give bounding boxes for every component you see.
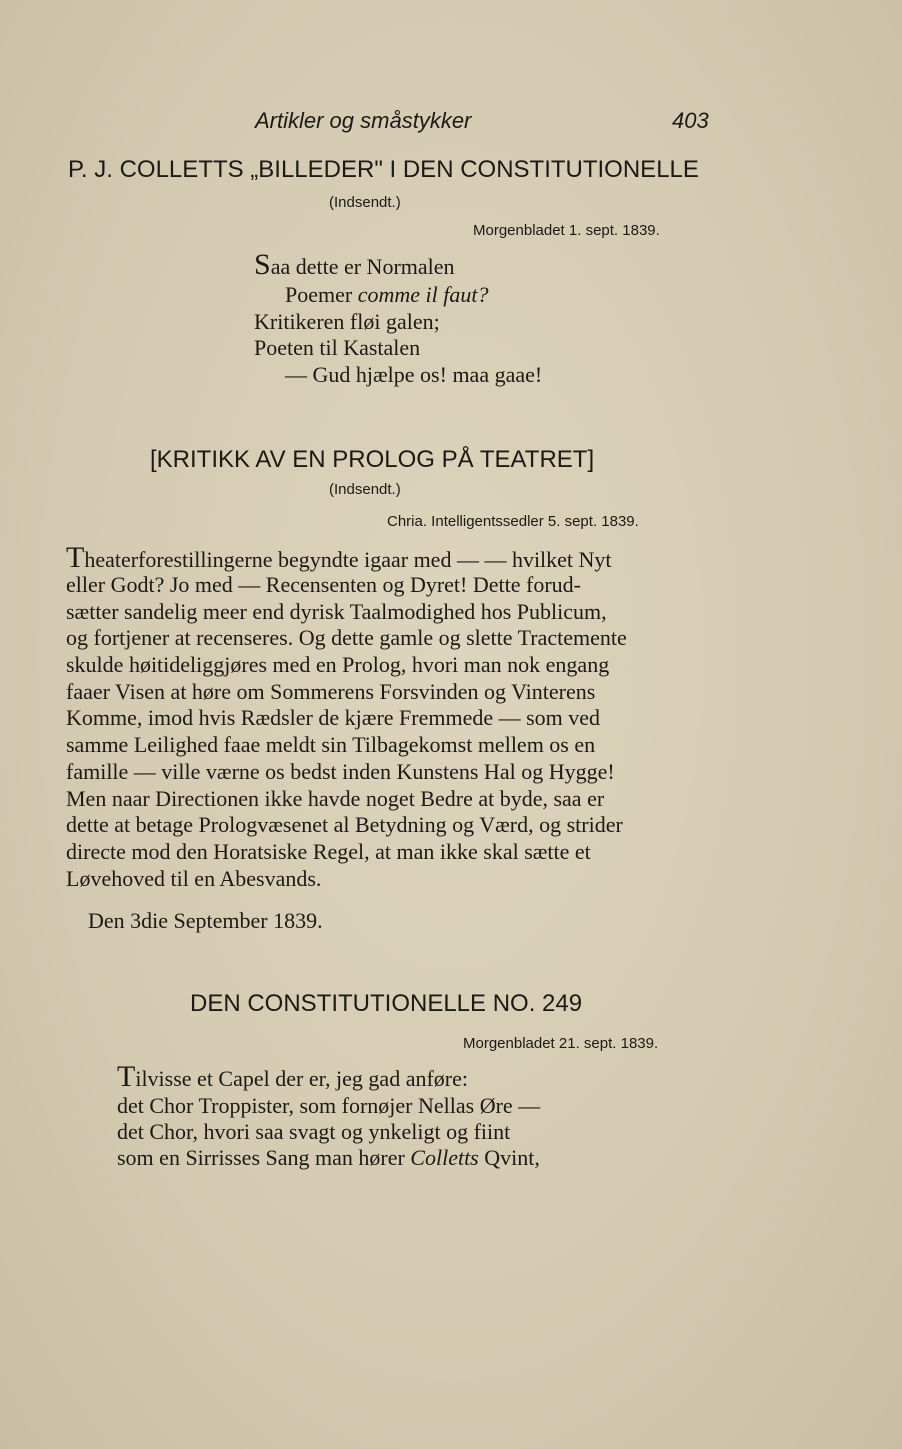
body-line: skulde høitideliggjøres med en Prolog, hvori man nok engang	[66, 652, 610, 677]
poem-line-1: Saa dette er Normalen	[254, 248, 455, 281]
drop-cap: T	[117, 1060, 136, 1093]
article-title-3: DEN CONSTITUTIONELLE NO. 249	[190, 990, 583, 1017]
article-note-2: (Indsendt.)	[329, 481, 401, 498]
body-line: eller Godt? Jo med — Recensenten og Dyret! Dette forud-	[66, 572, 581, 597]
body-line: dette at betage Prologvæsenet al Betydning og Værd, og strider	[66, 812, 623, 837]
article-note-1: (Indsendt.)	[329, 194, 401, 211]
poem-line-2: Poemer comme il faut?	[285, 282, 489, 307]
verse-line: som en Sirrisses Sang man hører Colletts Qvint,	[117, 1145, 540, 1170]
body-line: samme Leilighed faae meldt sin Tilbagekomst mellem os en	[66, 732, 596, 757]
poem-line-4: Poeten til Kastalen	[254, 335, 421, 360]
body-line: famille — ville værne os bedst inden Kunstens Hal og Hygge!	[66, 759, 615, 784]
body-line: faaer Visen at høre om Sommerens Forsvinden og Vinterens	[66, 679, 596, 704]
article-source-2: Chria. Intelligentssedler 5. sept. 1839.	[387, 513, 639, 530]
body-line: Løvehoved til en Abesvands.	[66, 866, 322, 891]
drop-cap: T	[66, 541, 85, 574]
running-head-title: Artikler og småstykker	[255, 108, 472, 133]
verse-line: det Chor, hvori saa svagt og ynkeligt og fiint	[117, 1119, 511, 1144]
body-line: Theaterforestillingerne begyndte igaar med — — hvilket Nyt	[66, 541, 612, 574]
dateline: Den 3die September 1839.	[88, 908, 323, 933]
article-source-3: Morgenbladet 21. sept. 1839.	[463, 1035, 659, 1052]
body-line: sætter sandelig meer end dyrisk Taalmodighed hos Publicum,	[66, 599, 607, 624]
body-line: Komme, imod hvis Rædsler de kjære Fremmede — som ved	[66, 705, 601, 730]
article-title-1: P. J. COLLETTS „BILLEDER" I DEN CONSTITUTIONELLE	[68, 156, 699, 183]
page-number: 403	[672, 108, 709, 133]
poem-line-5: — Gud hjælpe os! maa gaae!	[285, 362, 543, 387]
verse-line: det Chor Troppister, som fornøjer Nellas Øre —	[117, 1093, 541, 1118]
body-line: og fortjener at recenseres. Og dette gamle og slette Tractemente	[66, 625, 627, 650]
body-line: Men naar Directionen ikke havde noget Bedre at byde, saa er	[66, 786, 605, 811]
body-line: directe mod den Horatsiske Regel, at man ikke skal sætte et	[66, 839, 591, 864]
article-title-2: [KRITIKK AV EN PROLOG PÅ TEATRET]	[150, 446, 595, 473]
verse-line: Tilvisse et Capel der er, jeg gad anføre:	[117, 1060, 468, 1093]
poem-line-3: Kritikeren fløi galen;	[254, 309, 440, 334]
article-source-1: Morgenbladet 1. sept. 1839.	[473, 222, 660, 239]
drop-cap: S	[254, 248, 271, 281]
